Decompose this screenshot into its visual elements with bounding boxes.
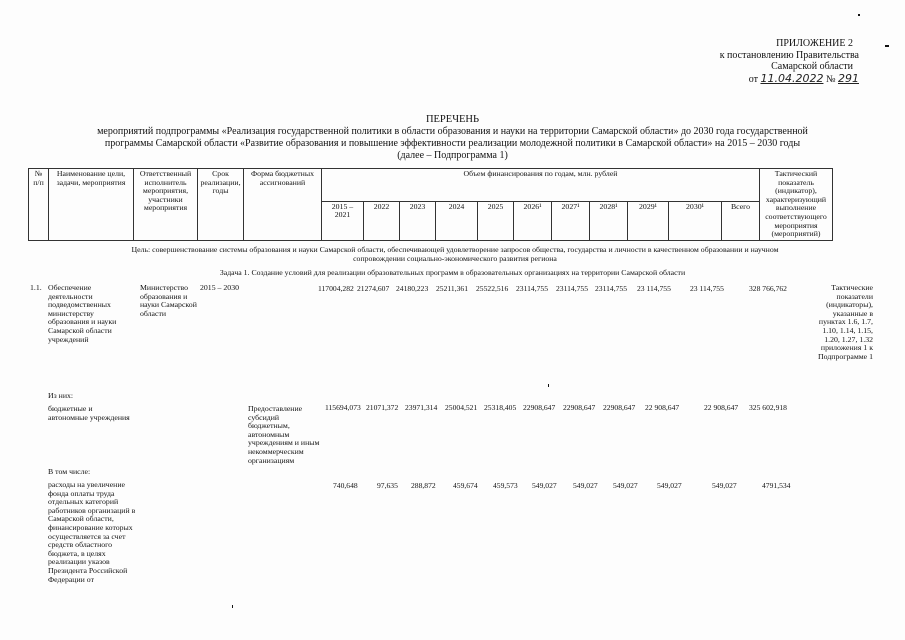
document-title-line-2: программы Самарской области «Развитие образования и повышение эффективности реализации молодежной политики в Самарской области» на 2015 – 2030 годы bbox=[104, 138, 801, 149]
financing-table-header bbox=[28, 168, 833, 241]
value-cell: 25318,405 bbox=[484, 403, 517, 412]
year-header: 2022 bbox=[364, 201, 400, 240]
value-cell: 23 114,755 bbox=[637, 284, 671, 293]
value-cell: 459,573 bbox=[493, 481, 518, 490]
year-header: 2029¹ bbox=[628, 201, 669, 240]
scan-speck bbox=[232, 605, 233, 608]
handwritten-number: 291 bbox=[838, 71, 859, 85]
task-text: Задача 1. Создание условий для реализации образовательных программ в образовательных организациях на территории Самарской области bbox=[219, 268, 686, 277]
row-tactical-indicator: Тактические показатели (индикаторы), указанные в пунктах 1.6, 1.7, 1.10, 1.14, 1.15, 1.20, 1.27, 1.32 приложения 1 к Подпрограмме 1 bbox=[818, 283, 873, 361]
value-cell: 549,027 bbox=[573, 481, 598, 490]
value-cell: 549,027 bbox=[613, 481, 638, 490]
document-title-line-1: мероприятий подпрограммы «Реализация государственной политики в области образования и науки на территории Самарской области» до 2030 года государственной bbox=[97, 126, 808, 137]
col-header-number: № п/п bbox=[29, 169, 49, 241]
year-header: 2028¹ bbox=[590, 201, 628, 240]
value-cell: 23114,755 bbox=[556, 284, 588, 293]
year-header: 2026¹ bbox=[514, 201, 552, 240]
value-cell: 23 114,755 bbox=[690, 284, 724, 293]
row-budget-form: Предоставление субсидий бюджетным, автономным учреждениям и иным некоммерческим организациям bbox=[248, 404, 320, 465]
value-cell: 23114,755 bbox=[595, 284, 627, 293]
appendix-region-line: Самарской области bbox=[771, 61, 853, 72]
row-term: 2015 – 2030 bbox=[200, 283, 239, 292]
year-header: 2015 – 2021 bbox=[322, 201, 364, 240]
document-heading: ПЕРЕЧЕНЬ bbox=[425, 114, 480, 125]
value-cell: 549,027 bbox=[657, 481, 682, 490]
scan-speck bbox=[885, 45, 889, 47]
value-cell: 22908,647 bbox=[523, 403, 556, 412]
goal-text: Цель: совершенствование системы образования и науки Самарской области, обеспечивающей удовлетворение запросов общества, государства и личности в качественном образовании и научном сопровождении социально-экономического развития региона bbox=[131, 245, 779, 263]
document-title-line-3: (далее – Подпрограмма 1) bbox=[397, 150, 508, 161]
col-header-financing-volume: Объем финансирования по годам, млн. рублей bbox=[322, 169, 760, 202]
value-cell: 459,674 bbox=[453, 481, 478, 490]
year-header: 2024 bbox=[436, 201, 478, 240]
row-number: 1.1. bbox=[30, 283, 42, 292]
value-cell: 115694,073 bbox=[325, 403, 361, 412]
value-cell: 288,872 bbox=[411, 481, 436, 490]
value-cell: 22908,647 bbox=[563, 403, 596, 412]
scan-speck bbox=[548, 384, 549, 387]
value-cell: 25211,361 bbox=[436, 284, 468, 293]
row-label: В том числе: bbox=[48, 467, 91, 476]
year-header: 2025 bbox=[478, 201, 514, 240]
value-cell: 22908,647 bbox=[603, 403, 636, 412]
value-cell: 549,027 bbox=[532, 481, 557, 490]
value-cell: 24180,223 bbox=[396, 284, 429, 293]
scan-speck bbox=[858, 14, 860, 16]
row-name: Обеспечение деятельности подведомственных министерству образования и науки Самарской области учреждений bbox=[48, 283, 117, 344]
value-cell-total: 4791,534 bbox=[762, 481, 791, 490]
value-cell: 23114,755 bbox=[516, 284, 548, 293]
handwritten-date: 11.04.2022 bbox=[760, 71, 824, 85]
value-cell: 22 908,647 bbox=[645, 403, 680, 412]
row-label: Из них: bbox=[48, 391, 74, 400]
col-header-name: Наименование цели, задачи, мероприятия bbox=[49, 169, 134, 241]
value-cell: 25004,521 bbox=[445, 403, 478, 412]
appendix-date-line bbox=[689, 73, 859, 86]
value-cell: 549,027 bbox=[712, 481, 737, 490]
value-cell: 25522,516 bbox=[476, 284, 509, 293]
date-prefix: от bbox=[748, 73, 758, 85]
value-cell: 97,635 bbox=[377, 481, 398, 490]
year-header: 2030¹ bbox=[669, 201, 722, 240]
value-cell: 117004,282 bbox=[318, 284, 354, 293]
value-cell: 23971,314 bbox=[405, 403, 438, 412]
value-cell-total: 325 602,918 bbox=[749, 403, 787, 412]
col-header-budget-form: Форма бюджетных ассигнований bbox=[244, 169, 322, 241]
number-prefix: № bbox=[825, 73, 836, 85]
value-cell: 21071,372 bbox=[366, 403, 399, 412]
appendix-decree-line: к постановлению Правительства bbox=[719, 49, 859, 61]
col-header-executor: Ответственный исполнитель мероприятия, участники мероприятия bbox=[134, 169, 198, 241]
value-cell-total: 328 766,762 bbox=[749, 284, 787, 293]
year-header: Всего bbox=[722, 201, 760, 240]
year-header: 2023 bbox=[400, 201, 436, 240]
row-executor: Министерство образования и науки Самарской области bbox=[140, 283, 197, 318]
row-name: расходы на увеличение фонда оплаты труда отдельных категорий работников организаций в Самарской области, финансирование которых осуществляется за счет средств областного бюджета, в целях реализации указов Президента Российской Федерации от bbox=[48, 480, 136, 584]
value-cell: 21274,607 bbox=[357, 284, 390, 293]
value-cell: 22 908,647 bbox=[704, 403, 739, 412]
appendix-header bbox=[689, 38, 859, 85]
year-header: 2027¹ bbox=[552, 201, 590, 240]
value-cell: 740,648 bbox=[333, 481, 358, 490]
appendix-title: ПРИЛОЖЕНИЕ 2 bbox=[776, 38, 853, 49]
col-header-tactical-indicator: Тактический показатель (индикатор), характеризующий выполнение соответствующего мероприятия (мероприятий) bbox=[760, 169, 833, 241]
col-header-term: Срок реализации, годы bbox=[198, 169, 244, 241]
row-name: бюджетные и автономные учреждения bbox=[48, 404, 130, 422]
